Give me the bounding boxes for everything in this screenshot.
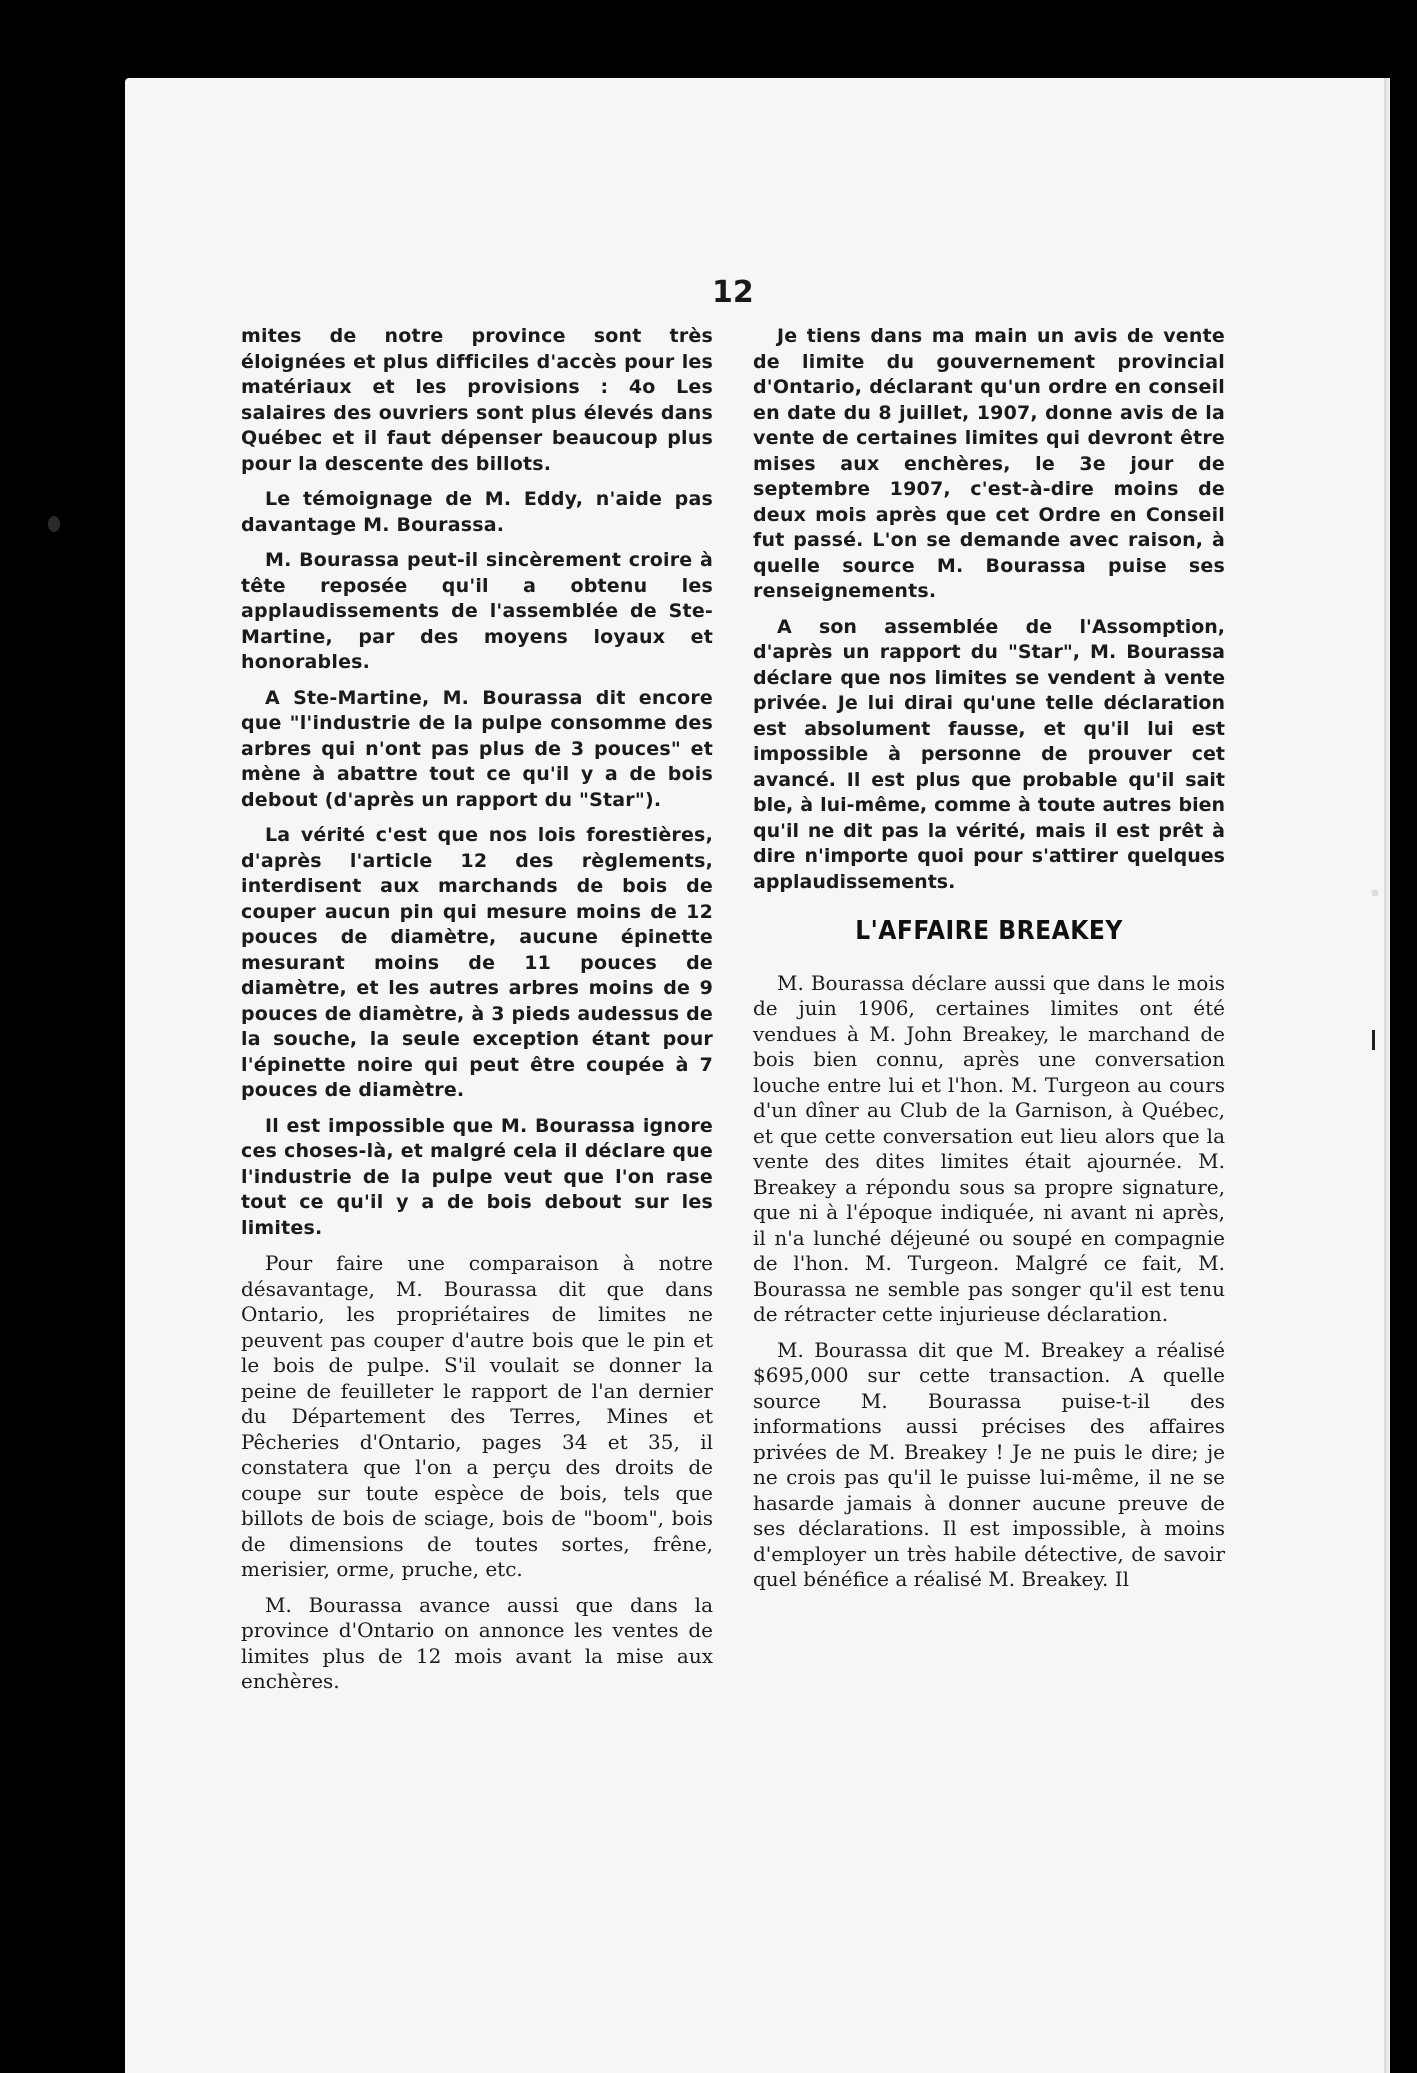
paragraph: mites de notre province sont très éloignées et plus difficiles d'accès pour les matériaux et les provisions : 4o Les salaires des ouvriers sont plus élevés dans Québec et il faut dépenser beaucoup plus pour la descente des billots.: [241, 325, 713, 475]
paragraph: M. Bourassa déclare aussi que dans le mois de juin 1906, certaines limites ont été vendues à M. John Breakey, le marchand de bois bien connu, après une conversation louche entre lui et l'hon. M. Turgeon au cours d'un dîner au Club de la Garnison, à Québec, et que cette conversation eut lieu alors que la vente des dites limites était ajournée. M. Breakey a répondu sous sa propre signature, que ni à l'époque indiquée, ni avant ni après, il n'a lunché déjeuné ou soupé en compagnie de l'hon. M. Turgeon. Malgré ce fait, M. Bourassa ne semble pas songer qu'il est tenu de rétracter cette injurieuse déclaration.: [753, 970, 1225, 1326]
section-heading: L'AFFAIRE BREAKEY: [855, 916, 1123, 946]
page-number: 12: [712, 275, 754, 310]
page-edge: [1384, 78, 1390, 2073]
paragraph: M. Bourassa avance aussi que dans la province d'Ontario on annonce les ventes de limites plus de 12 mois avant la mise aux enchères.: [241, 1592, 713, 1693]
scan-mark: [1372, 890, 1378, 896]
paragraph: La vérité c'est que nos lois forestières, d'après l'article 12 des règlements, interdisent aux marchands de bois de couper aucun pin qui mesure moins de 12 pouces de diamètre, aucune épinette mesurant moins de 11 pouces de diamètre, et les autres arbres moins de 9 pouces de diamètre, à 3 pieds audessus de la souche, la seule exception étant pour l'épinette noire qui peut être coupée à 7 pouces de diamètre.: [241, 824, 713, 1101]
paragraph: A Ste-Martine, M. Bourassa dit encore que "l'industrie de la pulpe consomme des arbres qui n'ont pas plus de 3 pouces" et mène à abattre tout ce qu'il y a de bois debout (d'après un rapport du "Star").: [241, 686, 713, 811]
left-column: [241, 324, 713, 1705]
scan-mark: [1372, 1030, 1375, 1050]
paragraph: Il est impossible que M. Bourassa ignore ces choses-là, et malgré cela il déclare que l'industrie de la pulpe veut que l'on rase tout ce qu'il y a de bois debout sur les limites.: [241, 1114, 713, 1239]
paragraph: A son assemblée de l'Assomption, d'après un rapport du "Star", M. Bourassa déclare que nos limites se vendent à vente privée. Je lui dirai qu'une telle déclaration est absolument fausse, et qu'il lui est impossible à personne de prouver cet avancé. Il est plus que probable qu'il sait ble, à lui-même, comme à toute autres bien qu'il ne dit pas la vérité, mais il est prêt à dire n'importe quoi pour s'attirer quelques applaudissements.: [753, 615, 1225, 893]
paragraph: M. Bourassa peut-il sincèrement croire à tête reposée qu'il a obtenu les applaudissements de l'assemblée de Ste-Martine, par des moyens loyaux et honorables.: [241, 549, 713, 673]
right-column: [753, 324, 1225, 1603]
scan-speck: [48, 516, 60, 532]
paragraph: Je tiens dans ma main un avis de vente de limite du gouvernement provincial d'Ontario, déclarant qu'un ordre en conseil en date du 8 juillet, 1907, donne avis de la vente de certaines limites qui devront être mises aux enchères, le 3e jour de septembre 1907, c'est-à-dire moins de deux mois après que cet Ordre en Conseil fut passé. L'on se demande avec raison, à quelle source M. Bourassa puise ses renseignements.: [753, 325, 1225, 602]
paragraph: Le témoignage de M. Eddy, n'aide pas davantage M. Bourassa.: [241, 488, 713, 536]
paragraph: Pour faire une comparaison à notre désavantage, M. Bourassa dit que dans Ontario, les propriétaires de limites ne peuvent pas couper d'autre bois que le pin et le bois de pulpe. S'il voulait se donner la peine de feuilleter le rapport de l'an dernier du Département des Terres, Mines et Pêcheries d'Ontario, pages 34 et 35, il constatera que l'on a perçu des droits de coupe sur toute espèce de bois, tels que billots de bois de sciage, bois de "boom", bois de dimensions de toutes sortes, frêne, merisier, orme, pruche, etc.: [241, 1251, 713, 1581]
paragraph: M. Bourassa dit que M. Breakey a réalisé $695,000 sur cette transaction. A quelle source M. Bourassa puise-t-il des informations aussi précises des affaires privées de M. Breakey ! Je ne puis le dire; je ne crois pas qu'il le puisse lui-même, il ne se hasarde jamais à donner aucune preuve de ses déclarations. Il est impossible, à moins d'employer un très habile détective, de savoir quel bénéfice a réalisé M. Breakey. Il: [753, 1337, 1225, 1591]
